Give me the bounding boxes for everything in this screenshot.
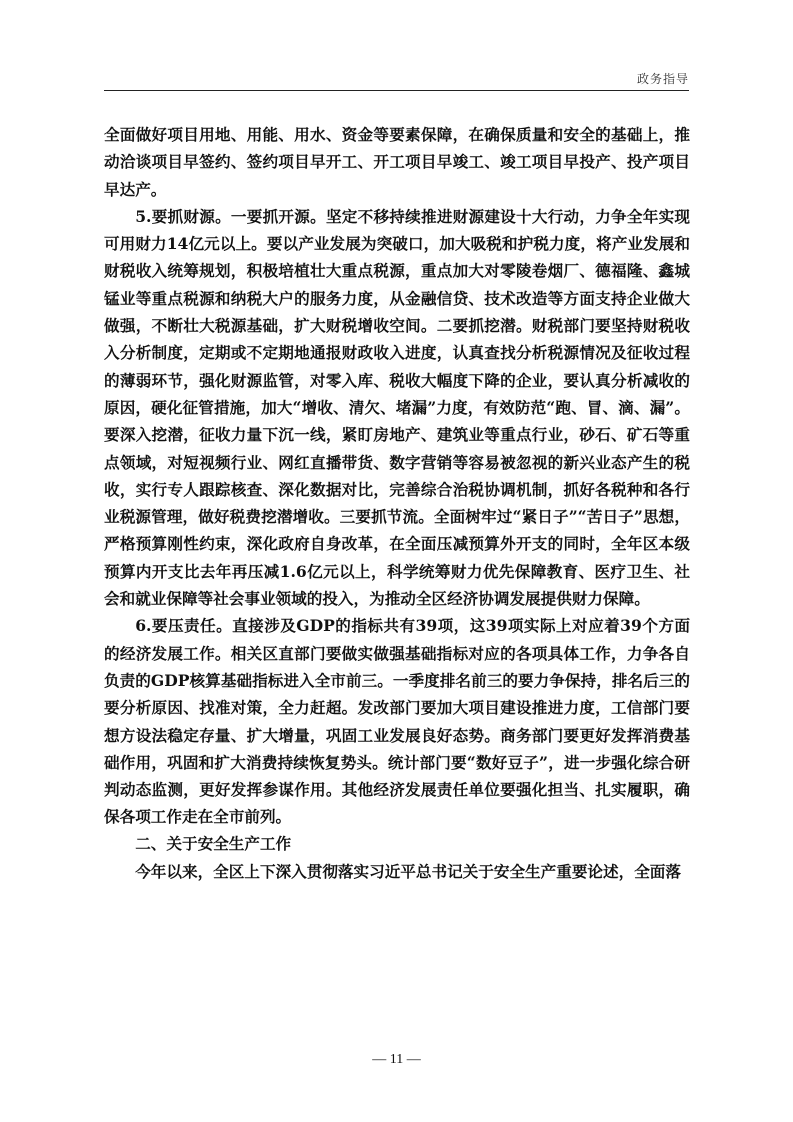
page-number: — 11 — bbox=[372, 1052, 421, 1067]
paragraph-fiscal-revenue: 5.要抓财源。一要抓开源。坚定不移持续推进财源建设十大行动，力争全年实现可用财力14亿元以上。要以产业发展为突破口，加大吸税和护税力度，将产业发展和财税收入统筹规划，积极培植壮大重点税源，重点加大对零陵卷烟厂、德福隆、鑫城锰业等重点税源和纳税大户的服务力度，从金融信贷、技术改造等方面支持企业做大做强，不断壮大税源基础，扩大财税增收空间。二要抓挖潜。财税部门要坚持财税收入分析制度，定期或不定期地通报财政收入进度，认真查找分析税源情况及征收过程的薄弱环节，强化财源监管，对零入库、税收大幅度下降的企业，要认真分析减收的原因，硬化征管措施，加大“增收、清欠、堵漏”力度，有效防范“跑、冒、滴、漏”。要深入挖潜，征收力量下沉一线，紧盯房地产、建筑业等重点行业，砂石、矿石等重点领域，对短视频行业、网红直播带货、数字营销等容易被忽视的新兴业态产生的税收，实行专人跟踪核查、深化数据对比，完善综合治税协调机制，抓好各税种和各行业税源管理，做好税费挖潜增收。三要抓节流。全面树牢过“紧日子”“苦日子”思想，严格预算刚性约束，深化政府自身改革，在全面压减预算外开支的同时，全年区本级预算内开支比去年再压减1.6亿元以上，科学统筹财力优先保障教育、医疗卫生、社会和就业保障等社会事业领域的投入，为推动全区经济协调发展提供财力保障。 bbox=[104, 206, 690, 609]
header-divider bbox=[104, 90, 689, 91]
paragraph-responsibility: 6.要压责任。直接涉及GDP的指标共有39项，这39项实际上对应着39个方面的经济发展工作。相关区直部门要做实做强基础指标对应的各项具体工作，力争各自负责的GDP核算基础指标进入全市前三。一季度排名前三的要力争保持，排名后三的要分析原因、找准对策，全力赶超。发改部门要加大项目建设推进力度，工信部门要想方设法稳定存量、扩大增量，巩固工业发展良好态势。商务部门要更好发挥消费基础作用，巩固和扩大消费持续恢复势头。统计部门要“数好豆子”，进一步强化综合研判动态监测，更好发挥参谋作用。其他经济发展责任单位要强化担当、扎实履职，确保各项工作走在全市前列。 bbox=[104, 616, 690, 827]
document-body bbox=[104, 121, 690, 885]
paragraph-continued: 全面做好项目用地、用能、用水、资金等要素保障，在确保质量和安全的基础上，推动洽谈项目早签约、签约项目早开工、开工项目早竣工、竣工项目早投产、投产项目早达产。 bbox=[104, 125, 690, 199]
paragraph-safety-intro: 今年以来，全区上下深入贯彻落实习近平总书记关于安全生产重要论述，全面落 bbox=[135, 862, 681, 882]
section-heading: 二、关于安全生产工作 bbox=[135, 834, 292, 853]
header-section-label: 政务指导 bbox=[636, 72, 689, 86]
